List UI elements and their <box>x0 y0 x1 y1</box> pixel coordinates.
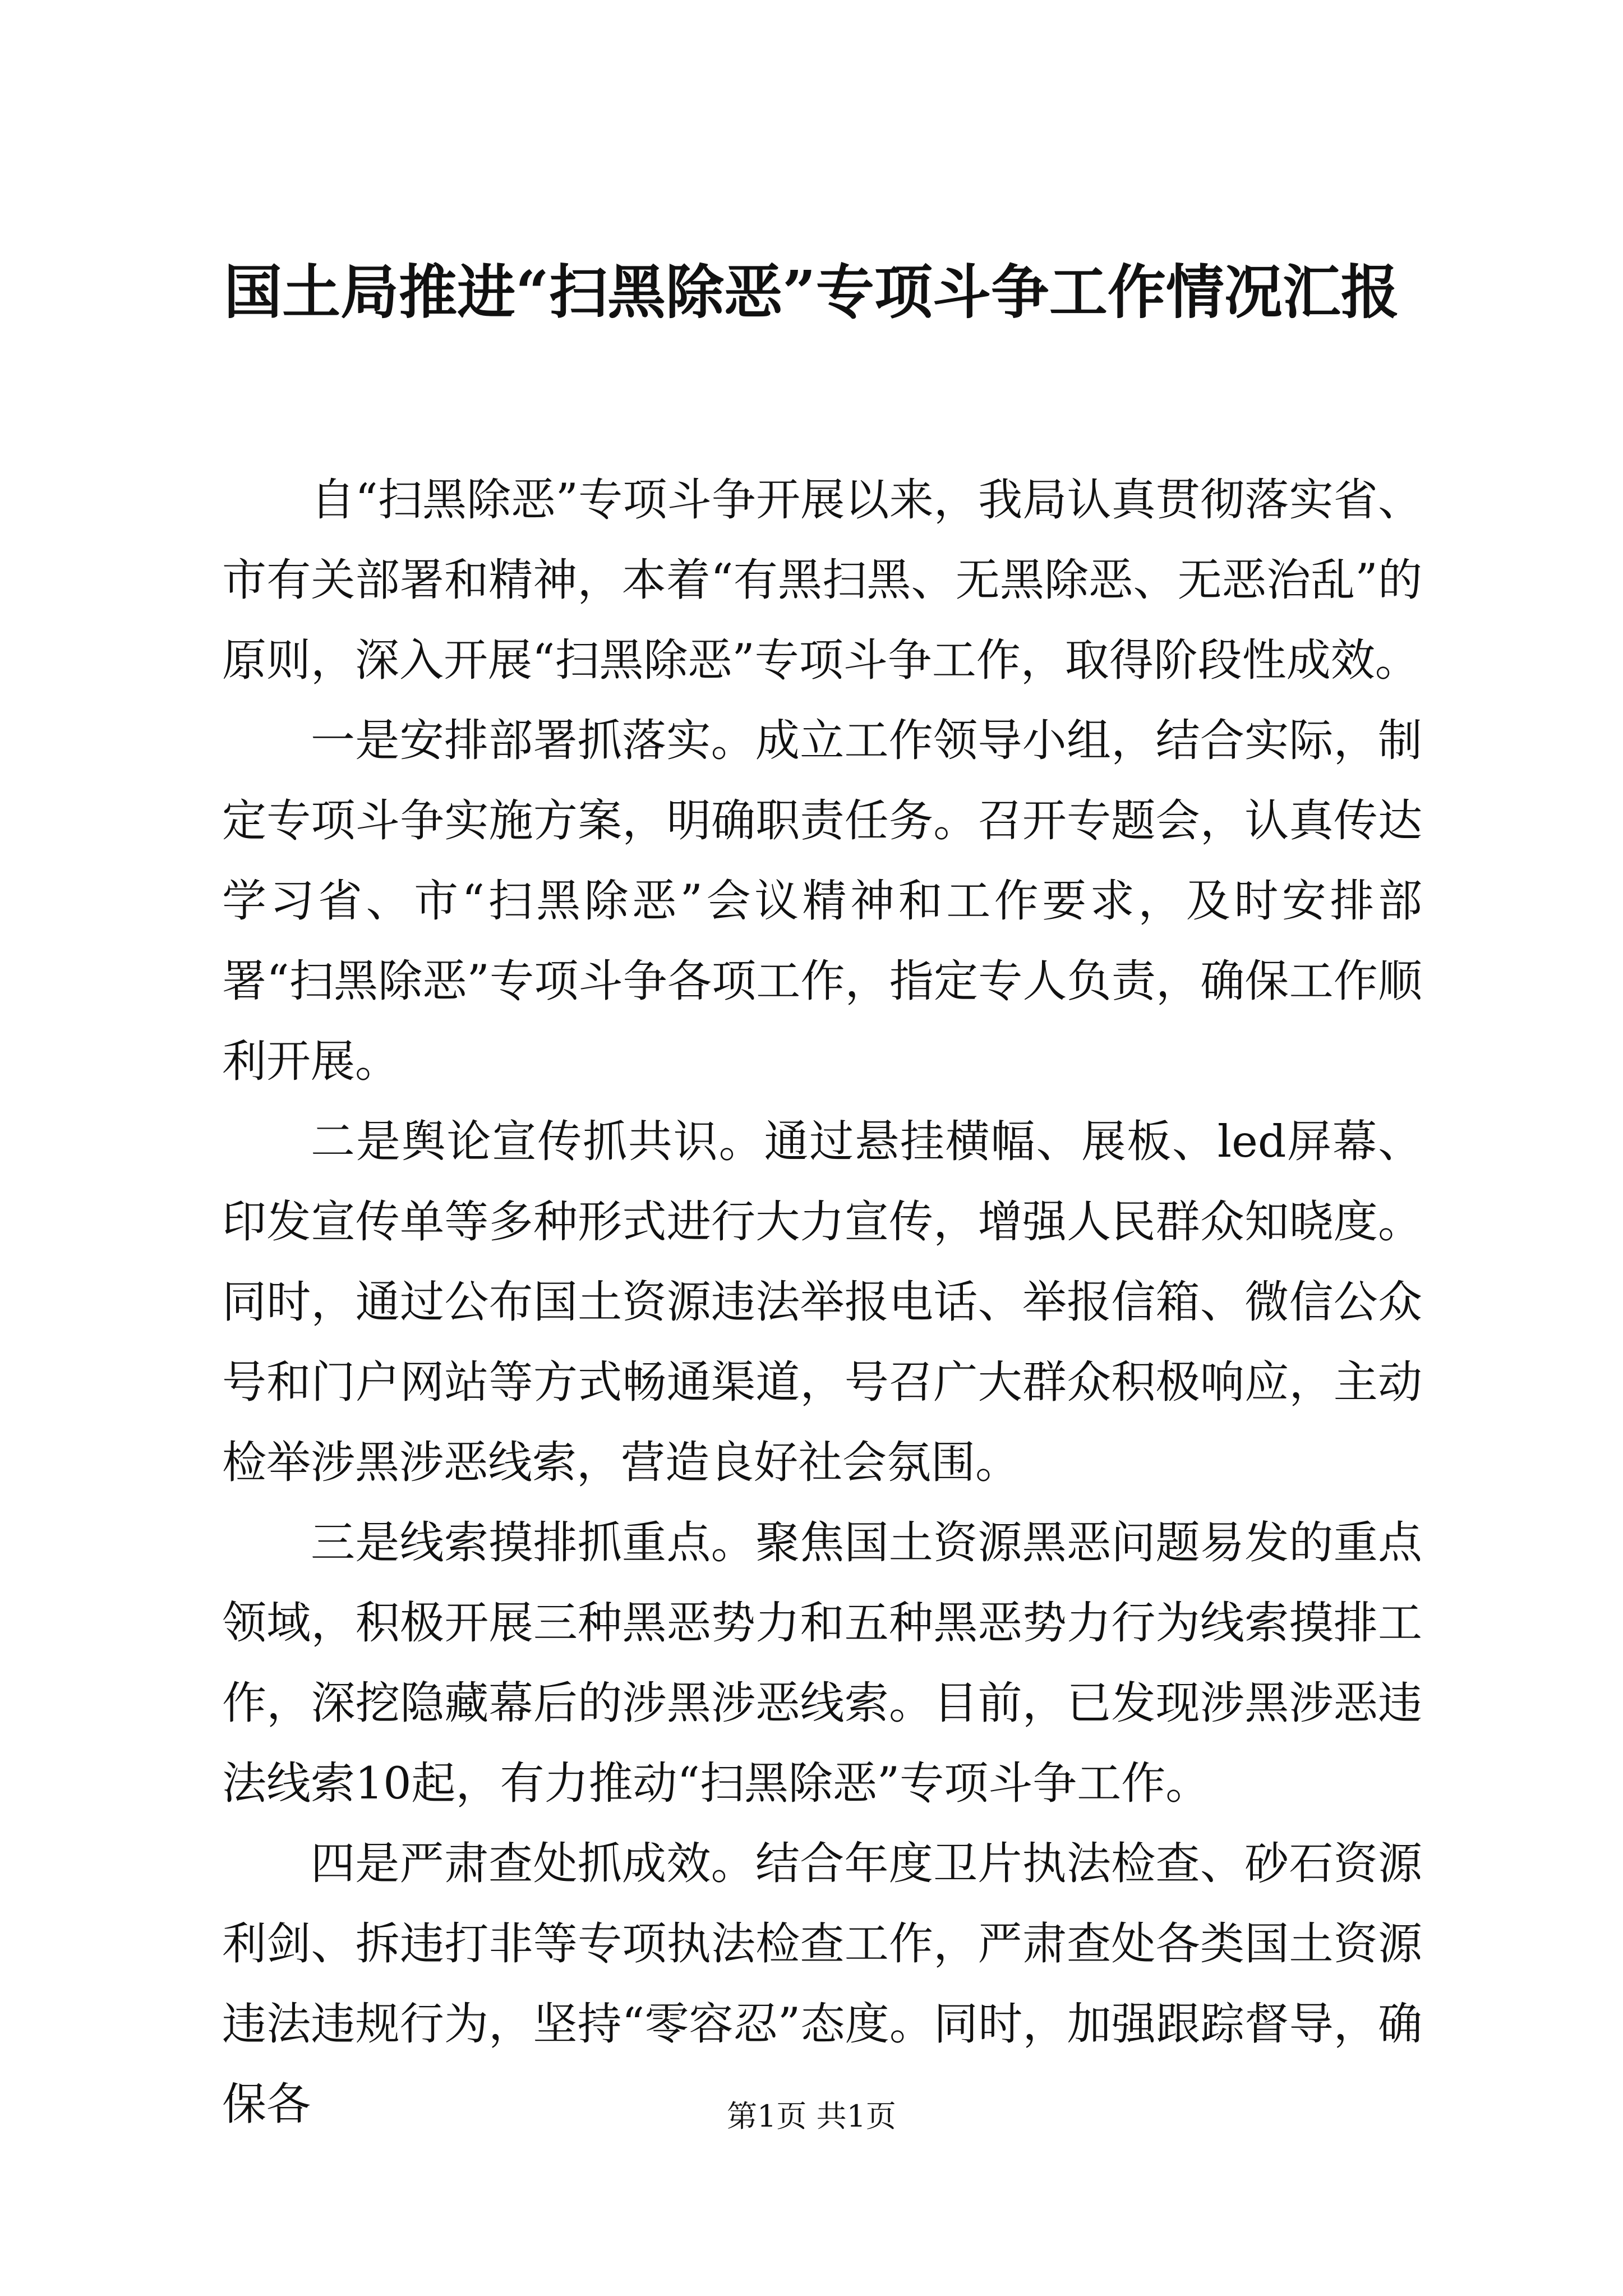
paragraph-publicity: 二是舆论宣传抓共识。通过悬挂横幅、展板、led屏幕、印发宣传单等多种形式进行大力宣传，增强人民群众知晓度。同时，通过公布国土资源违法举报电话、举报信箱、微信公众号和门户网站等方式畅通渠道，号召广大群众积极响应，主动检举涉黑涉恶线索，营造良好社会氛围。 <box>222 1116 1422 1488</box>
paragraph-enforcement: 四是严肃查处抓成效。结合年度卫片执法检查、砂石资源利剑、拆违打非等专项执法检查工作，严肃查处各类国土资源违法违规行为，坚持“零容忍”态度。同时，加强跟踪督导，确保各 <box>222 1838 1422 2130</box>
paragraph-deployment: 一是安排部署抓落实。成立工作领导小组，结合实际，制定专项斗争实施方案，明确职责任务。召开专题会，认真传达学习省、市“扫黑除恶”会议精神和工作要求，及时安排部署“扫黑除恶”专项斗争各项工作，指定专人负责，确保工作顺利开展。 <box>222 715 1422 1087</box>
paragraph-clue-investigation: 三是线索摸排抓重点。聚焦国土资源黑恶问题易发的重点领域，积极开展三种黑恶势力和五种黑恶势力行为线索摸排工作，深挖隐藏幕后的涉黑涉恶线索。目前，已发现涉黑涉恶违法线索10起，有力推动“扫黑除恶”专项斗争工作。 <box>222 1517 1422 1809</box>
page-footer: 第1页 共1页 <box>727 2099 896 2134</box>
document-body <box>222 460 1422 2145</box>
document-title: 国土局推进“扫黑除恶”专项斗争工作情况汇报 <box>224 257 1399 326</box>
paragraph-intro: 自“扫黑除恶”专项斗争开展以来，我局认真贯彻落实省、市有关部署和精神，本着“有黑扫黑、无黑除恶、无恶治乱”的原则，深入开展“扫黑除恶”专项斗争工作，取得阶段性成效。 <box>222 474 1422 686</box>
